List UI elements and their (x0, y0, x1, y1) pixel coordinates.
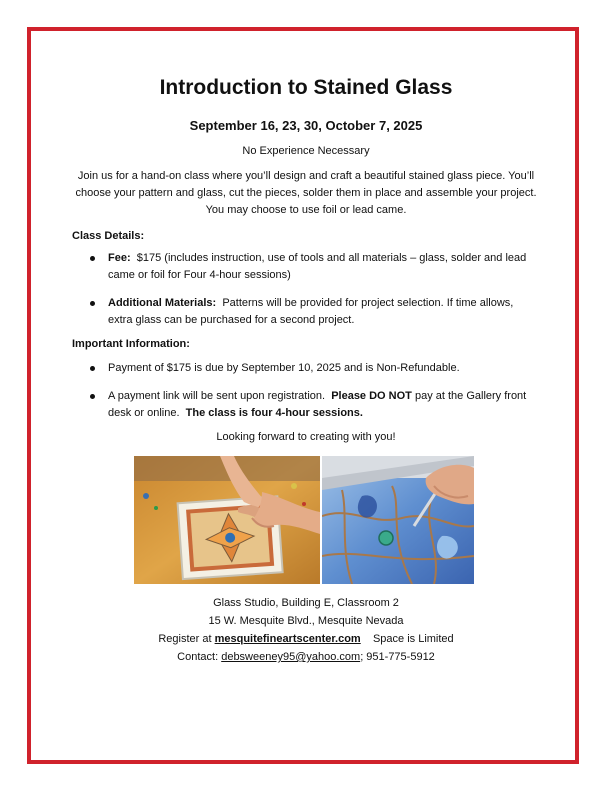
bullet-icon (90, 394, 95, 399)
photo-glass-assembly (134, 456, 320, 584)
link-text-1: A payment link will be sent upon registration. (108, 390, 326, 402)
register-prefix: Register at (158, 633, 212, 645)
list-item (90, 388, 535, 422)
page-title: Introduction to Stained Glass (159, 76, 453, 99)
email-link[interactable]: debsweeney95@yahoo.com (221, 651, 361, 663)
intro-line-2: choose your pattern and glass, cut the pieces, solder them in place and assemble your project. (75, 187, 537, 199)
closing-line: Looking forward to creating with you! (216, 431, 396, 443)
address-line: 15 W. Mesquite Blvd., Mesquite Nevada (208, 615, 404, 627)
fee-line-1: $175 (includes instruction, use of tools and all materials – glass, solder and lead (136, 252, 527, 264)
location-line: Glass Studio, Building E, Classroom 2 (213, 597, 399, 609)
list-item (90, 360, 535, 377)
link-text-3: desk or online. (108, 407, 180, 419)
important-info-heading: Important Information: (72, 338, 190, 350)
materials-line-1: Patterns will be provided for project selection. If time allows, (222, 297, 514, 309)
payment-text: Payment of $175 is due by September 10, 2025 and is Non-Refundable. (108, 362, 460, 374)
list-item (90, 295, 535, 329)
subtitle: No Experience Necessary (242, 145, 370, 157)
contact-prefix: Contact: (177, 651, 219, 663)
intro-line-1: Join us for a hand-on class where you’ll design and craft a beautiful stained glass piece. You’ll (77, 170, 535, 182)
bullet-icon (90, 301, 95, 306)
bullet-icon (90, 256, 95, 261)
fee-line-2: came or foil for Four 4-hour sessions) (108, 269, 291, 281)
bullet-icon (90, 366, 95, 371)
phone-number: ; 951-775-5912 (360, 651, 435, 663)
important-info-list (90, 360, 535, 422)
do-not-pay-warning: Please DO NOT (331, 390, 412, 402)
class-details-list (90, 250, 535, 329)
contact-line (0, 651, 612, 663)
list-item (90, 250, 535, 284)
fee-label: Fee: (108, 252, 131, 264)
intro-paragraph (70, 168, 542, 219)
session-note: The class is four 4-hour sessions. (185, 407, 363, 419)
space-note: Space is Limited (372, 633, 454, 645)
class-details-heading: Class Details: (72, 230, 145, 242)
materials-label: Additional Materials: (108, 297, 217, 309)
photo-soldering (322, 456, 474, 584)
intro-line-3: You may choose to use foil or lead came. (205, 204, 407, 216)
register-line (0, 633, 612, 645)
class-dates: September 16, 23, 30, October 7, 2025 (189, 118, 423, 133)
link-text-2: pay at the Gallery front (414, 390, 527, 402)
materials-line-2: extra glass can be purchased for a second project. (108, 314, 355, 326)
register-link[interactable]: mesquitefineartscenter.com (214, 633, 361, 645)
